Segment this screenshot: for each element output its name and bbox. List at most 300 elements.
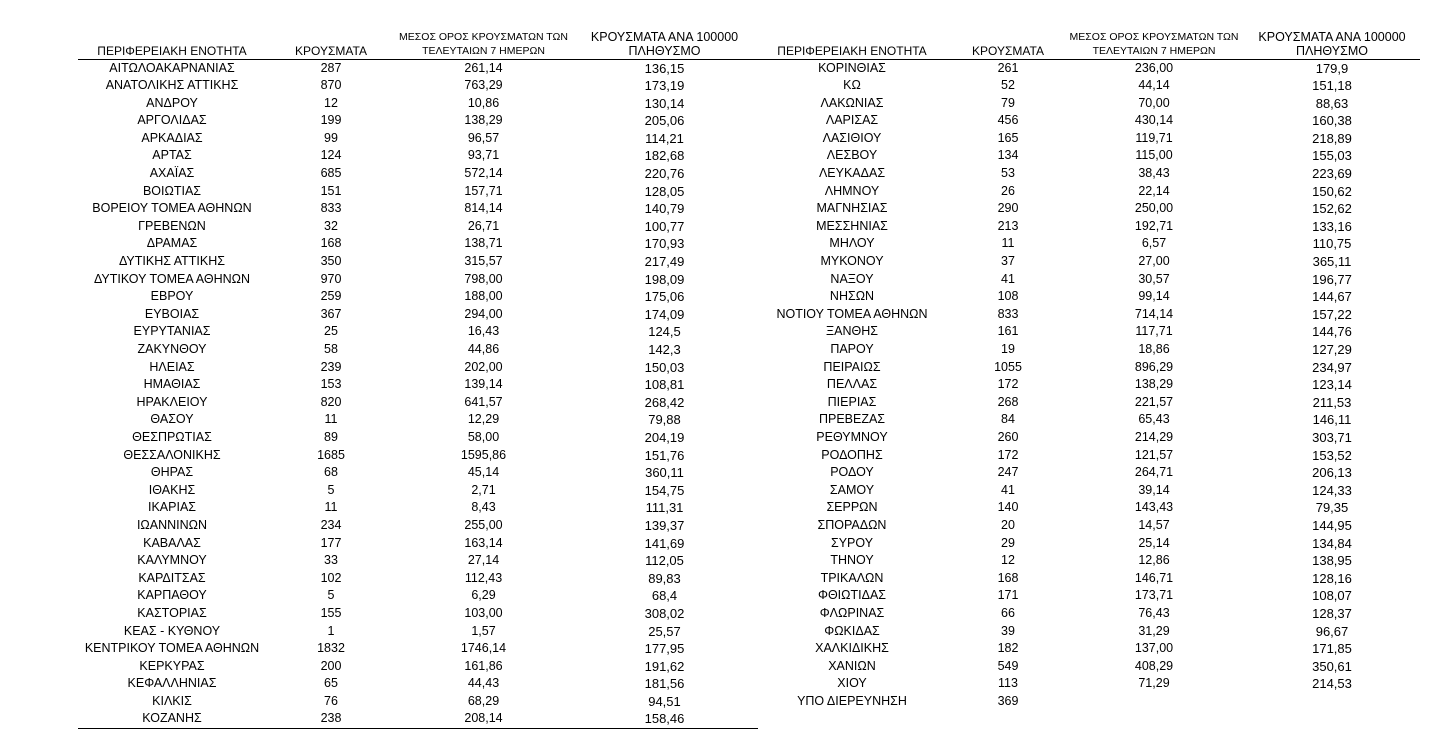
per100k-cell: 133,16: [1312, 218, 1352, 234]
cases-cell: 65: [324, 676, 338, 691]
table-row: [752, 147, 1420, 165]
table-row: [78, 693, 758, 711]
avg7-cell: 572,14: [464, 166, 503, 181]
per100k-cell: 123,14: [1312, 377, 1352, 393]
cases-cell: 151: [320, 183, 342, 198]
region-cell: ΜΥΚΟΝΟΥ: [820, 254, 884, 269]
table-row: [78, 59, 758, 77]
table-row: [752, 341, 1420, 359]
table-row: [752, 640, 1420, 658]
table-row: [752, 288, 1420, 306]
cases-cell: 177: [320, 535, 342, 550]
table-row: [752, 253, 1420, 271]
table-row: [78, 447, 758, 465]
region-cell: ΘΗΡΑΣ: [150, 465, 194, 480]
per100k-cell: 308,02: [644, 605, 685, 621]
cases-cell: 12: [324, 95, 338, 110]
region-cell: ΧΑΛΚΙΔΙΚΗΣ: [815, 641, 889, 656]
table-row: [752, 165, 1420, 183]
per100k-cell: 88,63: [1315, 95, 1349, 111]
avg7-cell: 18,86: [1138, 342, 1170, 356]
cases-cell: 165: [997, 130, 1019, 145]
cases-cell: 5: [327, 482, 335, 497]
cases-cell: 239: [320, 359, 342, 374]
cases-cell: 11: [324, 412, 338, 427]
per100k-cell: 181,56: [644, 676, 685, 692]
avg7-cell: 8,43: [471, 500, 496, 515]
region-cell: ΔΡΑΜΑΣ: [146, 236, 198, 251]
table-row: [752, 605, 1420, 623]
cases-cell: 238: [266, 710, 396, 728]
per100k-cell: 25,57: [648, 623, 681, 639]
region-cell: ΛΑΡΙΣΑΣ: [825, 113, 879, 128]
header-region: ΠΕΡΙΦΕΡΕΙΑΚΗ ΕΝΟΤΗΤΑ: [78, 26, 266, 59]
per100k-cell: 150,62: [1312, 183, 1352, 199]
region-cell: ΑΧΑΪΑΣ: [149, 166, 195, 181]
cases-cell: 287: [320, 60, 342, 75]
per100k-cell: 218,89: [1312, 130, 1352, 146]
per100k-cell: 157,22: [1312, 306, 1352, 322]
table-left: [78, 26, 758, 729]
avg7-cell: 38,43: [1138, 166, 1170, 181]
table-row: [752, 218, 1420, 236]
cases-cell: 259: [320, 289, 342, 304]
cases-cell: 99: [324, 130, 338, 145]
region-cell: ΕΥΒΟΙΑΣ: [144, 306, 200, 321]
cases-cell: 199: [320, 113, 342, 128]
table-row: [78, 112, 758, 130]
table-row: [78, 482, 758, 500]
avg7-cell: 138,29: [464, 113, 503, 128]
table-row: [78, 587, 758, 605]
cases-cell: 39: [1001, 623, 1015, 638]
avg7-cell: 1,57: [471, 623, 496, 638]
per100k-cell: 234,97: [1312, 359, 1352, 375]
region-cell: ΚΕΡΚΥΡΑΣ: [139, 658, 205, 673]
header-cases: ΚΡΟΥΣΜΑΤΑ: [266, 26, 396, 59]
region-cell: ΣΑΜΟΥ: [829, 482, 875, 497]
region-cell: ΙΘΑΚΗΣ: [148, 482, 196, 497]
region-cell: ΑΙΤΩΛΟΑΚΑΡΝΑΝΙΑΣ: [109, 60, 235, 75]
cases-cell: 1055: [994, 359, 1022, 374]
region-cell: ΝΟΤΙΟΥ ΤΟΜΕΑ ΑΘΗΝΩΝ: [776, 306, 928, 321]
avg7-cell: 798,00: [464, 271, 503, 286]
table-row: [752, 306, 1420, 324]
header-avg7: ΜΕΣΟΣ ΟΡΟΣ ΚΡΟΥΣΜΑΤΩΝ ΤΩΝ ΤΕΛΕΥΤΑΙΩΝ 7 ΗΜΕΡΩΝ: [396, 26, 571, 59]
table-row: [78, 675, 758, 693]
avg7-cell: 115,00: [1135, 148, 1173, 163]
region-cell: ΤΡΙΚΑΛΩΝ: [820, 570, 884, 585]
per100k-cell: 206,13: [1312, 465, 1352, 481]
table-row: [78, 517, 758, 535]
region-cell: ΣΥΡΟΥ: [830, 535, 874, 550]
avg7-cell: 117,71: [1135, 324, 1173, 339]
cases-cell: 820: [320, 394, 342, 409]
cases-cell: 58: [324, 342, 338, 356]
avg7-cell: 137,00: [1134, 641, 1174, 656]
per100k-cell: 205,06: [644, 113, 685, 129]
per100k-cell: 175,06: [644, 289, 685, 305]
avg7-cell: 208,14: [396, 710, 571, 728]
avg7-cell: 103,00: [464, 605, 503, 620]
table-row: [752, 535, 1420, 553]
cases-cell: 11: [324, 500, 338, 515]
per100k-cell: 140,79: [644, 201, 685, 217]
table-row: [78, 253, 758, 271]
table-row: [78, 147, 758, 165]
cases-cell: 113: [998, 676, 1018, 691]
region-cell: ΜΑΓΝΗΣΙΑΣ: [816, 201, 888, 216]
table-row: [752, 376, 1420, 394]
cases-cell: 52: [1001, 78, 1015, 93]
avg7-cell: 121,57: [1134, 447, 1174, 462]
cases-cell: 685: [320, 166, 342, 181]
table-row: [78, 218, 758, 236]
per100k-cell: 179,9: [1315, 60, 1349, 76]
avg7-cell: 39,14: [1138, 482, 1170, 497]
per100k-cell: 144,95: [1312, 517, 1352, 533]
avg7-cell: 261,14: [464, 60, 503, 75]
header-per100k: ΚΡΟΥΣΜΑΤΑ ΑΝΑ 100000 ΠΛΗΘΥΣΜΟ: [571, 26, 758, 59]
cases-cell: 369: [997, 693, 1019, 708]
per100k-cell: 170,93: [644, 236, 685, 252]
avg7-cell: 294,00: [464, 306, 503, 321]
cases-cell: 79: [1001, 95, 1015, 110]
region-cell: ΡΕΘΥΜΝΟΥ: [816, 429, 888, 444]
cases-cell: 20: [1001, 517, 1015, 532]
region-cell: ΜΗΛΟΥ: [829, 236, 875, 251]
region-cell: ΒΟΡΕΙΟΥ ΤΟΜΕΑ ΑΘΗΝΩΝ: [92, 201, 252, 216]
avg7-cell: 44,14: [1138, 78, 1170, 93]
per100k-cell: 96,67: [1315, 623, 1349, 639]
table-row: [78, 429, 758, 447]
region-cell: ΛΕΥΚΑΔΑΣ: [818, 166, 886, 181]
avg7-cell: 22,14: [1138, 183, 1170, 198]
cases-cell: 290: [997, 201, 1019, 216]
cases-cell: 833: [997, 306, 1019, 321]
avg7-cell: 202,00: [464, 359, 503, 374]
avg7-cell: 14,57: [1138, 517, 1170, 532]
cases-cell: 76: [324, 693, 338, 708]
region-cell: ΚΑΛΥΜΝΟΥ: [137, 553, 207, 568]
region-cell: ΖΑΚΥΝΘΟΥ: [137, 342, 207, 356]
per100k-cell: 171,85: [1312, 641, 1352, 657]
table-row: [752, 359, 1420, 377]
cases-cell: 153: [320, 377, 342, 392]
per100k-cell: 130,14: [644, 95, 685, 111]
per100k-cell: [1244, 693, 1420, 711]
avg7-cell: 1746,14: [460, 641, 507, 656]
per100k-cell: 360,11: [645, 465, 684, 481]
region-cell: ΔΥΤΙΚΟΥ ΤΟΜΕΑ ΑΘΗΝΩΝ: [93, 271, 251, 286]
avg7-cell: 71,29: [1138, 676, 1170, 691]
cases-cell: 41: [1001, 482, 1015, 497]
per100k-cell: 144,76: [1312, 324, 1352, 340]
avg7-cell: 93,71: [467, 148, 500, 163]
table-row: [78, 658, 758, 676]
table-row: [78, 499, 758, 517]
avg7-cell: 44,43: [467, 676, 500, 691]
region-cell: ΡΟΔΟΠΗΣ: [821, 447, 883, 462]
avg7-cell: 173,71: [1134, 588, 1174, 603]
cases-cell: 41: [1001, 271, 1015, 286]
table-row: [78, 394, 758, 412]
region-cell: ΚΕΝΤΡΙΚΟΥ ΤΟΜΕΑ ΑΘΗΝΩΝ: [84, 641, 260, 656]
avg7-cell: 814,14: [464, 201, 503, 216]
avg7-cell: 408,29: [1134, 658, 1174, 673]
per100k-cell: 196,77: [1312, 271, 1352, 287]
cases-cell: 155: [320, 605, 342, 620]
per100k-cell: 350,61: [1312, 658, 1352, 674]
region-cell: ΠΙΕΡΙΑΣ: [827, 394, 877, 409]
avg7-cell: 31,29: [1138, 623, 1170, 638]
cases-cell: 1: [327, 623, 335, 638]
per100k-cell: 151,76: [644, 447, 685, 463]
region-cell: ΥΠΟ ΔΙΕΡΕΥΝΗΣΗ: [797, 693, 907, 708]
table-row: [78, 306, 758, 324]
cases-cell: 140: [997, 500, 1019, 515]
table-header-row: [78, 26, 758, 59]
cases-cell: 213: [997, 218, 1019, 233]
cases-cell: 970: [320, 271, 342, 286]
cases-cell: 84: [1001, 412, 1015, 427]
table-row: [78, 165, 758, 183]
cases-cell: 1685: [317, 447, 345, 462]
per100k-cell: 182,68: [644, 148, 685, 164]
table-row: [752, 112, 1420, 130]
region-cell: ΒΟΙΩΤΙΑΣ: [142, 183, 202, 198]
per100k-cell: 124,5: [648, 324, 681, 340]
table-row: [752, 464, 1420, 482]
per100k-cell: 79,88: [648, 412, 681, 428]
cases-cell: 234: [320, 517, 342, 532]
avg7-cell: 2,71: [471, 482, 496, 497]
region-cell: ΤΗΝΟΥ: [830, 553, 874, 568]
table-row: [78, 570, 758, 588]
per100k-cell: 365,11: [1312, 254, 1352, 270]
table-row: [752, 693, 1420, 711]
cases-cell: 89: [324, 429, 338, 444]
region-cell: ΚΑΡΔΙΤΣΑΣ: [138, 570, 206, 585]
per100k-cell: 128,16: [1312, 570, 1352, 586]
header-avg7: ΜΕΣΟΣ ΟΡΟΣ ΚΡΟΥΣΜΑΤΩΝ ΤΩΝ ΤΕΛΕΥΤΑΙΩΝ 7 ΗΜΕΡΩΝ: [1064, 26, 1244, 59]
region-cell: ΔΥΤΙΚΗΣ ΑΤΤΙΚΗΣ: [119, 254, 225, 269]
region-cell: ΚΟΖΑΝΗΣ: [78, 710, 266, 728]
cases-cell: 53: [1001, 166, 1015, 181]
per100k-cell: 303,71: [1312, 429, 1352, 445]
region-cell: ΙΩΑΝΝΙΝΩΝ: [136, 517, 208, 532]
avg7-cell: [1064, 693, 1244, 711]
region-cell: ΧΑΝΙΩΝ: [828, 658, 876, 673]
per100k-cell: 128,37: [1312, 605, 1352, 621]
region-cell: ΛΑΣΙΘΙΟΥ: [822, 130, 882, 145]
avg7-cell: 163,14: [464, 535, 503, 550]
region-cell: ΦΩΚΙΔΑΣ: [824, 623, 880, 638]
table-row: [78, 605, 758, 623]
cases-cell: 12: [1001, 553, 1015, 568]
table-row: [78, 95, 758, 113]
per100k-cell: 79,35: [1315, 500, 1349, 516]
avg7-cell: 16,43: [467, 324, 500, 339]
avg7-cell: 70,00: [1138, 95, 1170, 110]
avg7-cell: 641,57: [464, 394, 503, 409]
table-row: [752, 411, 1420, 429]
cases-cell: 456: [997, 113, 1019, 128]
per100k-cell: 191,62: [644, 658, 685, 674]
cases-cell: 172: [997, 447, 1019, 462]
per100k-cell: 142,3: [648, 342, 681, 357]
per100k-cell: 127,29: [1312, 342, 1352, 357]
region-cell: ΗΜΑΘΙΑΣ: [143, 377, 201, 392]
table-row: [78, 341, 758, 359]
avg7-cell: 99,14: [1138, 289, 1170, 304]
per100k-cell: 154,75: [644, 482, 685, 498]
per100k-cell: 177,95: [644, 641, 685, 657]
per100k-cell: 268,42: [644, 394, 685, 410]
cases-cell: 26: [1001, 183, 1015, 198]
avg7-cell: 139,14: [464, 377, 503, 392]
avg7-cell: 714,14: [1134, 306, 1174, 321]
region-cell: ΕΥΡΥΤΑΝΙΑΣ: [133, 324, 211, 339]
table-row: [78, 271, 758, 289]
per100k-cell: 141,69: [644, 535, 685, 551]
avg7-cell: 146,71: [1134, 570, 1174, 585]
cases-cell: 37: [1001, 254, 1015, 269]
avg7-cell: 763,29: [464, 78, 503, 93]
table-row: [78, 411, 758, 429]
cases-table-right: [752, 26, 1420, 710]
region-cell: ΗΛΕΙΑΣ: [149, 359, 195, 374]
table-row: [752, 517, 1420, 535]
region-cell: ΓΡΕΒΕΝΩΝ: [138, 218, 206, 233]
region-cell: ΗΡΑΚΛΕΙΟΥ: [136, 394, 208, 409]
region-cell: ΑΡΓΟΛΙΔΑΣ: [137, 113, 207, 128]
region-cell: ΚΑΡΠΑΘΟΥ: [137, 588, 207, 603]
region-cell: ΛΗΜΝΟΥ: [824, 183, 880, 198]
per100k-cell: 220,76: [644, 166, 685, 182]
table-row: [78, 77, 758, 95]
avg7-cell: 138,29: [1134, 377, 1174, 392]
per100k-cell: 217,49: [644, 254, 685, 270]
per100k-cell: 108,07: [1312, 588, 1352, 604]
per100k-cell: 160,38: [1312, 113, 1352, 129]
table-row: [78, 464, 758, 482]
region-cell: ΣΠΟΡΑΔΩΝ: [817, 517, 887, 532]
avg7-cell: 221,57: [1134, 394, 1174, 409]
cases-cell: 350: [320, 254, 342, 269]
table-row: [752, 200, 1420, 218]
region-cell: ΚΟΡΙΝΘΙΑΣ: [818, 60, 886, 75]
cases-cell: 32: [324, 218, 338, 233]
region-cell: ΛΑΚΩΝΙΑΣ: [820, 95, 884, 110]
per100k-cell: 223,69: [1312, 166, 1352, 182]
table-header-row: [752, 26, 1420, 59]
region-cell: ΚΙΛΚΙΣ: [152, 693, 192, 708]
cases-cell: 1832: [317, 641, 345, 656]
cases-cell: 124: [320, 148, 342, 163]
table-row: [78, 552, 758, 570]
per100k-cell: 134,84: [1312, 535, 1352, 551]
cases-cell: 268: [997, 394, 1019, 409]
table-row: [752, 271, 1420, 289]
table-row: [752, 587, 1420, 605]
per100k-cell: 111,31: [645, 500, 684, 516]
region-cell: ΞΑΝΘΗΣ: [826, 324, 878, 339]
per100k-cell: 139,37: [644, 517, 685, 533]
per100k-cell: 174,09: [644, 306, 685, 322]
cases-cell: 11: [1001, 236, 1015, 251]
table-row: [78, 535, 758, 553]
per100k-cell: 114,21: [645, 130, 684, 146]
avg7-cell: 192,71: [1134, 218, 1174, 233]
per100k-cell: 108,81: [644, 377, 685, 393]
per100k-cell: 214,53: [1312, 676, 1352, 692]
per100k-cell: 100,77: [644, 218, 685, 234]
per100k-cell: 136,15: [644, 60, 685, 76]
per100k-cell: 173,19: [644, 78, 685, 94]
cases-cell: 168: [997, 570, 1019, 585]
header-cases: ΚΡΟΥΣΜΑΤΑ: [952, 26, 1064, 59]
avg7-cell: 26,71: [467, 218, 500, 233]
cases-cell: 134: [997, 148, 1019, 163]
per100k-cell: 150,03: [644, 359, 685, 375]
avg7-cell: 10,86: [467, 95, 500, 110]
region-cell: ΘΕΣΣΑΛΟΝΙΚΗΣ: [123, 447, 221, 462]
region-cell: ΜΕΣΣΗΝΙΑΣ: [816, 218, 888, 233]
cases-cell: 102: [320, 570, 342, 585]
region-cell: ΠΕΙΡΑΙΩΣ: [823, 359, 881, 374]
table-row: [752, 482, 1420, 500]
per100k-cell: 155,03: [1312, 148, 1352, 164]
region-cell: ΚΕΑΣ - ΚΥΘΝΟΥ: [123, 623, 221, 638]
per100k-cell: 204,19: [644, 429, 685, 445]
table-row: [78, 359, 758, 377]
avg7-cell: 255,00: [464, 517, 503, 532]
region-cell: ΦΘΙΩΤΙΔΑΣ: [817, 588, 887, 603]
table-row: [752, 429, 1420, 447]
cases-cell: 200: [320, 658, 342, 673]
cases-cell: 19: [1001, 342, 1015, 356]
cases-cell: 25: [324, 324, 338, 339]
per100k-cell: 158,46: [571, 710, 758, 728]
region-cell: ΝΑΞΟΥ: [830, 271, 874, 286]
avg7-cell: 1595,86: [460, 447, 507, 462]
avg7-cell: 6,29: [471, 588, 496, 603]
region-cell: ΠΕΛΛΑΣ: [826, 377, 878, 392]
region-cell: ΘΕΣΠΡΩΤΙΑΣ: [132, 429, 212, 444]
avg7-cell: 112,43: [464, 570, 503, 585]
region-cell: ΚΩ: [843, 78, 861, 93]
avg7-cell: 27,00: [1138, 254, 1170, 269]
avg7-cell: 44,86: [467, 342, 500, 356]
avg7-cell: 76,43: [1138, 605, 1170, 620]
table-row: [752, 59, 1420, 77]
header-region: ΠΕΡΙΦΕΡΕΙΑΚΗ ΕΝΟΤΗΤΑ: [752, 26, 952, 59]
avg7-cell: 315,57: [464, 254, 503, 269]
avg7-cell: 65,43: [1138, 412, 1170, 427]
region-cell: ΠΡΕΒΕΖΑΣ: [818, 412, 886, 427]
cases-cell: 171: [997, 588, 1019, 603]
table-row: [78, 323, 758, 341]
region-cell: ΕΒΡΟΥ: [150, 289, 194, 304]
avg7-cell: 188,00: [464, 289, 503, 304]
table-row: [78, 235, 758, 253]
cases-cell: 549: [997, 658, 1019, 673]
table-row: [752, 235, 1420, 253]
cases-cell: 68: [324, 465, 338, 480]
table-row: [78, 130, 758, 148]
cases-cell: 33: [324, 553, 338, 568]
